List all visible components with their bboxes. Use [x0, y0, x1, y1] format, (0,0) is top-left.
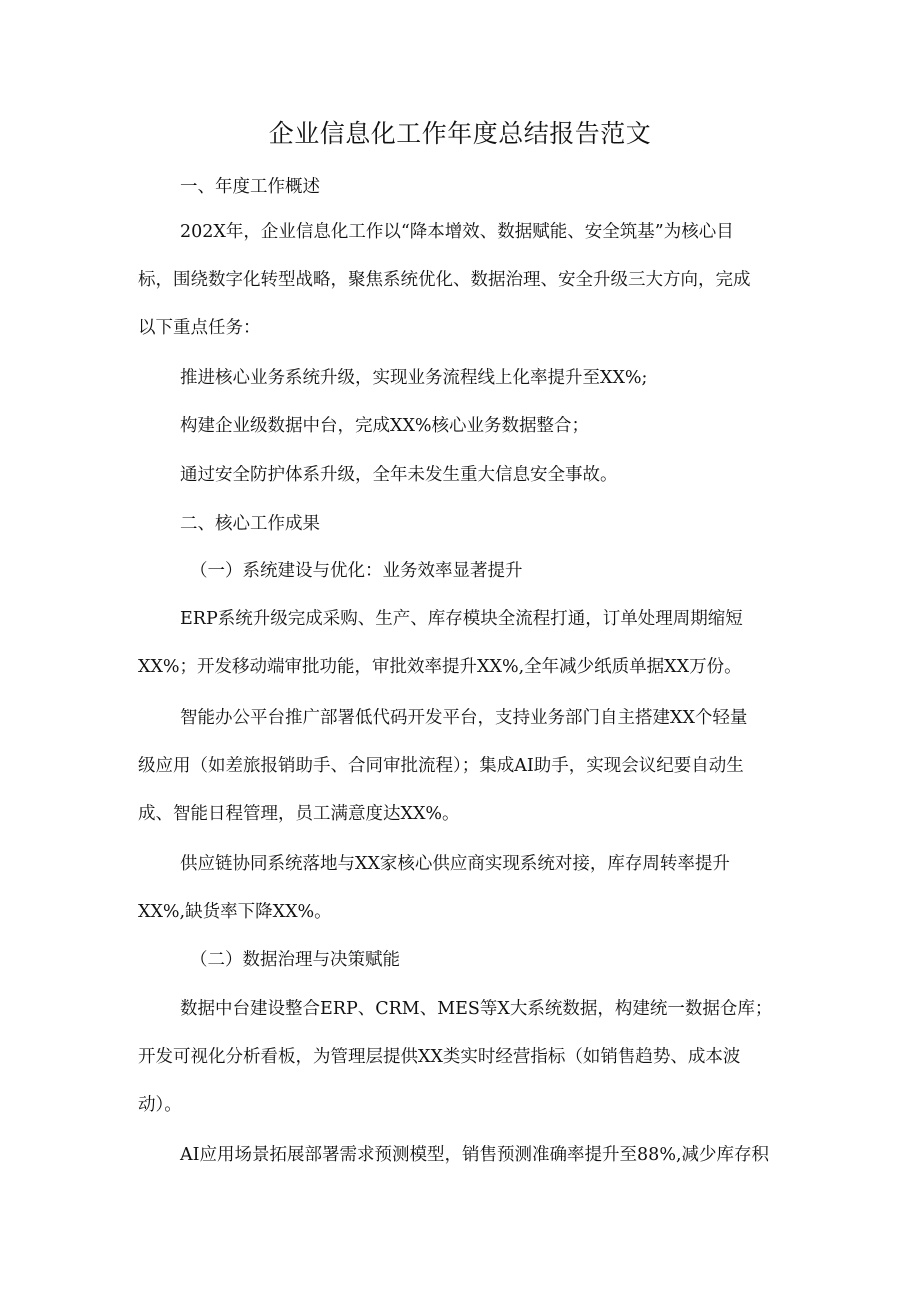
paragraph-line: 推进核心业务系统升级，实现业务流程线上化率提升至XX%; [180, 368, 648, 388]
paragraph-line: 供应链协同系统落地与XX家核心供应商实现系统对接，库存周转率提升 [180, 854, 730, 874]
paragraph-line: 开发可视化分析看板，为管理层提供XX类实时经营指标（如销售趋势、成本波 [138, 1047, 741, 1067]
paragraph-line: XX%,缺货率下降XX%。 [138, 902, 332, 922]
document-title: 企业信息化工作年度总结报告范文 [268, 119, 652, 148]
paragraph-line: 数据中台建设整合ERP、CRM、MES等X大系统数据，构建统一数据仓库； [180, 999, 773, 1019]
paragraph-line: ERP系统升级完成采购、生产、库存模块全流程打通，订单处理周期缩短 [180, 609, 743, 629]
section-heading-results: 二、核心工作成果 [180, 514, 320, 534]
paragraph-line: 级应用（如差旅报销助手、合同审批流程）；集成AI助手，实现会议纪要自动生 [138, 756, 744, 776]
paragraph-line: 标，围绕数字化转型战略，聚焦系统优化、数据治理、安全升级三大方向，完成 [138, 270, 751, 290]
paragraph-line: 通过安全防护体系升级，全年未发生重大信息安全事故。 [180, 465, 618, 485]
subsection-heading-data: （二）数据治理与决策赋能 [190, 950, 400, 970]
section-heading-overview: 一、年度工作概述 [180, 177, 320, 197]
paragraph-line: 动）。 [138, 1095, 182, 1115]
paragraph-line: XX%；开发移动端审批功能，审批效率提升XX%,全年减少纸质单据XX万份。 [138, 657, 742, 677]
paragraph-line: AI应用场景拓展部署需求预测模型，销售预测准确率提升至88%,减少库存积 [180, 1145, 770, 1165]
paragraph-line: 成、智能日程管理，员工满意度达XX%。 [138, 804, 460, 824]
paragraph-line: 以下重点任务： [138, 318, 261, 338]
paragraph-line: 构建企业级数据中台，完成XX%核心业务数据整合； [180, 416, 590, 436]
paragraph-line: 智能办公平台推广部署低代码开发平台，支持业务部门自主搭建XX个轻量 [180, 708, 748, 728]
subsection-heading-systems: （一）系统建设与优化：业务效率显著提升 [190, 561, 523, 581]
paragraph-line: 202X年，企业信息化工作以“降本增效、数据赋能、安全筑基”为核心目 [180, 222, 734, 242]
